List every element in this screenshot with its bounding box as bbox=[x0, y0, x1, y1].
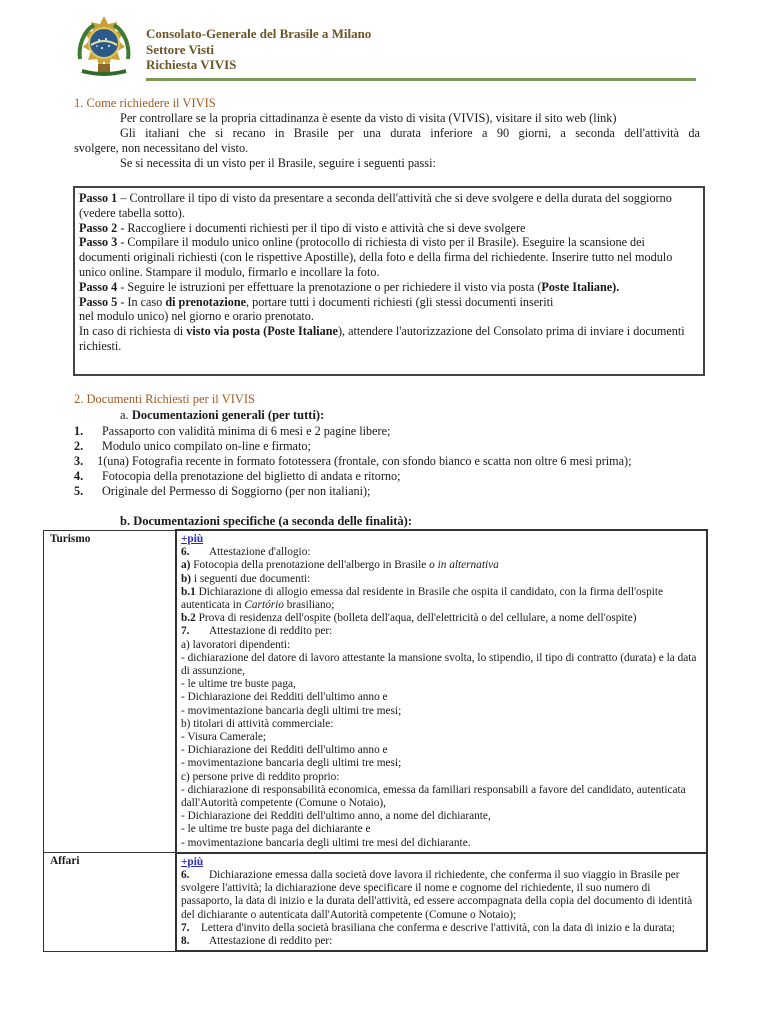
category-turismo: Turismo bbox=[44, 530, 177, 853]
step-3: Passo 3 - Compilare il modulo unico online (protocollo di richiesta di visto per il Brasile). Eseguire la scansione dei documenti originali richiesti (con le rispettive Apostille), della foto e della firma del richiedente. Inserire tutto nel modulo unico online. Stampare il modulo, firmarlo e incollare la foto. bbox=[79, 235, 673, 279]
brazil-coat-of-arms-icon bbox=[72, 15, 136, 79]
header-sector: Settore Visti bbox=[146, 41, 214, 57]
header-request: Richiesta VIVIS bbox=[146, 57, 237, 72]
general-documents-list bbox=[74, 424, 710, 499]
list-item: 2. Modulo unico compilato on-line e firmato; bbox=[74, 439, 311, 453]
steps-box bbox=[73, 186, 705, 376]
list-item: 4. Fotocopia della prenotazione del biglietto di andata e ritorno; bbox=[74, 469, 401, 483]
subsection-a-title: a. Documentazioni generali (per tutti): bbox=[120, 408, 325, 422]
specific-documents-table bbox=[43, 529, 708, 952]
section-1-paragraph-3: Se si necessita di un visto per il Brasile, seguire i seguenti passi: bbox=[120, 156, 436, 170]
category-affari: Affari bbox=[44, 853, 177, 951]
postal-note: In caso di richiesta di visto via posta (Poste Italiane), attendere l'autorizzazione del Consolato prima di inviare i documenti richiesti. bbox=[79, 324, 685, 353]
step-2: Passo 2 - Raccogliere i documenti richiesti per il tipo di visto e attività che si deve svolgere bbox=[79, 220, 526, 235]
header-divider bbox=[146, 78, 696, 81]
table-row bbox=[44, 530, 708, 853]
list-item: 5. Originale del Permesso di Soggiorno (per non italiani); bbox=[74, 484, 371, 498]
section-2-title: 2. Documenti Richiesti per il VIVIS bbox=[74, 392, 255, 406]
table-row bbox=[44, 853, 708, 951]
list-item: 3. 1(una) Fotografia recente in formato fototessera (frontale, con sfondo bianco e scatta non oltre 6 mesi prima); bbox=[74, 454, 632, 468]
list-item: 1. Passaporto con validità minima di 6 mesi e 2 pagine libere; bbox=[74, 424, 391, 438]
section-1-paragraph-1: Per controllare se la propria cittadinanza è esente da visto di visita (VIVIS), visitare il sito web (link) bbox=[120, 111, 617, 125]
turismo-requirements: +più 6. Attestazione d'allogio: a) Fotocopia della prenotazione dell'albergo in Brasile o in alternativa b) i seguenti due documenti: b.1 Dichiarazione di allogio emessa dal residente in Brasile che ospita il candidato, con la firma dell'ospite autenticata in Cartório brasiliano; b.2 Prova di residenza dell'ospite (bolleta dell'aqua, dell'elettricità o del cellulare, a nome dell'ospite) 7. Attestazione di reddito per: a) lavoratori dipendenti: - dichiarazione del datore di lavoro attestante la mansione svolta, lo stipendio, il tipo di contratto (durata) e la data di assunzione, - le ultime tre buste paga, - Dichiarazione dei Redditi dell'ultimo anno e - movimentazione bancaria degli ultimi tre mesi; b) titolari di attività commerciale: - Visura Camerale; - Dichiarazione dei Redditi dell'ultimo anno e - movimentazione bancaria degli ultimi tre mesi; c) persone prive di reddito proprio: - dichiarazione di responsabilità economica, emessa da familiari responsabili a favore del candidato, autenticata dall'Autorità competente (Comune o Notaio), - Dichiarazione dei Redditi dell'ultimo anno, a nome del dichiarante, - le ultime tre buste paga del dichiarante e - movimentazione bancaria degli ultimi tre mesi del dichiarante. bbox=[176, 530, 707, 853]
section-1-paragraph-2b: svolgere, non necessitano del visto. bbox=[74, 141, 249, 155]
header-consulate: Consolato-Generale del Brasile a Milano bbox=[146, 26, 372, 41]
section-1-paragraph-2a: Gli italiani che si recano in Brasile per una durata inferiore a 90 giorni, a seconda dell'attività da bbox=[120, 126, 700, 140]
turismo-more-link[interactable]: +più bbox=[181, 533, 204, 545]
step-5: Passo 5 - In caso di prenotazione, portare tutti i documenti richiesti (gli stessi documenti inseriti nel modulo unico) nel giorno e orario prenotato. bbox=[79, 294, 554, 324]
header-title-block bbox=[146, 26, 371, 73]
subsection-b-title: b. Documentazioni specifiche (a seconda delle finalità): bbox=[120, 514, 412, 528]
step-1: Passo 1 – Controllare il tipo di visto da presentare a seconda dell'attività che si deve svolgere e della durata del soggiorno (vedere tabella sotto). bbox=[79, 191, 672, 220]
affari-more-link[interactable]: +più bbox=[181, 855, 204, 868]
affari-requirements: +più 6. Dichiarazione emessa dalla società dove lavora il richiedente, che conferma il suo viaggio in Brasile per svolgere l'attività; la dichiarazione deve specificare il nome e cognome del richiedente, il suo numero di passaporto, la data di inizio e la durata dell'attività, ed essere accompagnata della copia del documento di identità del dichiarante o autenticata dall'Autorità competente (Comune o Notaio); 7. Lettera d'invito della società brasiliana che conferma e descrive l'attività, con la data di inizio e la durata; 8. Attestazione di reddito per: bbox=[176, 853, 707, 951]
step-4: Passo 4 - Seguire le istruzioni per effettuare la prenotazione o per richiedere il visto via posta (Poste Italiane). bbox=[79, 279, 620, 294]
section-1-title: 1. Come richiedere il VIVIS bbox=[74, 96, 216, 110]
